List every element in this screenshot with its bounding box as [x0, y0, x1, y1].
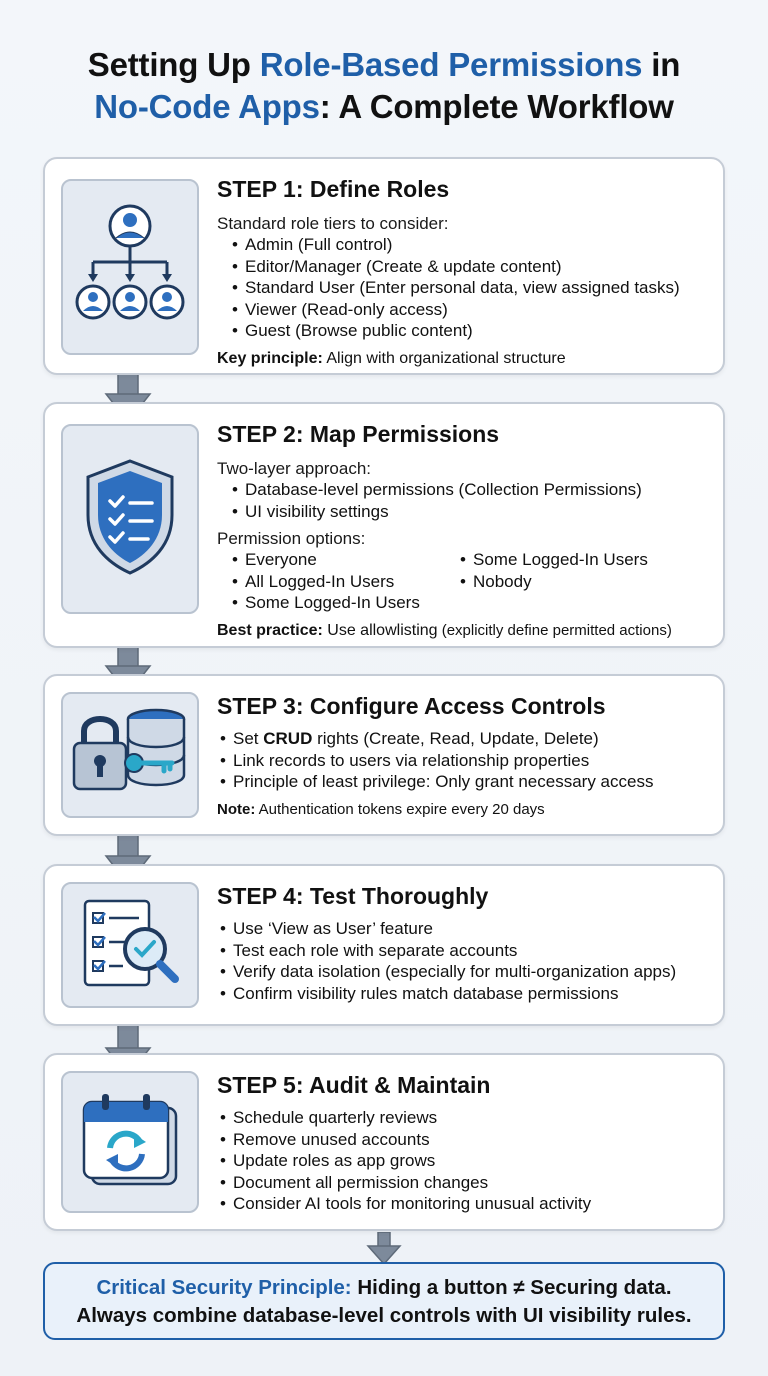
list-item: • Document all permission changes	[217, 1172, 709, 1194]
lock-database-key-icon	[68, 705, 192, 806]
list-item: • Viewer (Read-only access)	[229, 299, 709, 321]
list-item: • Standard User (Enter personal data, view assigned tasks)	[229, 277, 709, 299]
step-3-icon-panel	[61, 692, 199, 818]
list-item: • Use ‘View as User’ feature	[217, 918, 709, 940]
list-item: • Verify data isolation (especially for multi-organization apps)	[217, 961, 709, 983]
critical-label: Critical Security Principle:	[96, 1276, 352, 1299]
list-item: • Schedule quarterly reviews	[217, 1107, 709, 1129]
list-item: • Confirm visibility rules match database permissions	[217, 983, 709, 1005]
list-item: • Set CRUD rights (Create, Read, Update, Delete)	[217, 728, 709, 750]
access-control-list	[217, 728, 709, 793]
page-title: Setting Up Role-Based Permissions in No-Code Apps: A Complete Workflow	[87, 46, 681, 125]
list-item: • Principle of least privilege: Only grant necessary access	[217, 771, 709, 793]
list-item: • Guest (Browse public content)	[229, 320, 709, 342]
step-1-icon-panel	[61, 179, 199, 355]
step-3-title: STEP 3: Configure Access Controls	[217, 693, 606, 719]
checklist-magnifier-icon	[75, 895, 185, 996]
calendar-refresh-icon	[80, 1092, 180, 1193]
step-1-intro: Standard role tiers to consider:	[217, 214, 449, 233]
critical-security-callout: Critical Security Principle: Hiding a button ≠ Securing data. Always combine database-level controls with UI visibility rules.	[43, 1262, 725, 1340]
step-2-card	[43, 402, 725, 648]
step-1-card	[43, 157, 725, 375]
audit-list	[217, 1107, 709, 1215]
list-item: • Test each role with separate accounts	[217, 940, 709, 962]
list-item: • Update roles as app grows	[217, 1150, 709, 1172]
step-5-icon-panel	[61, 1071, 199, 1213]
step-2-title: STEP 2: Map Permissions	[217, 421, 500, 447]
list-item: • Link records to users via relationship properties	[217, 750, 709, 772]
list-item: • Nobody	[457, 571, 648, 593]
list-item: • Some Logged-In Users	[229, 592, 457, 614]
list-item: • Everyone	[229, 549, 457, 571]
token-note: Note: Authentication tokens expire every 20 days	[217, 800, 545, 818]
step-4-title: STEP 4: Test Thoroughly	[217, 883, 489, 909]
step-2-icon-panel	[61, 424, 199, 614]
step-3-card	[43, 674, 725, 836]
shield-checklist-icon	[82, 457, 178, 582]
step-4-card	[43, 864, 725, 1026]
critical-text-line-2: Always combine database-level controls with UI visibility rules.	[76, 1304, 692, 1327]
permission-options-label: Permission options:	[217, 529, 366, 548]
step-2-intro: Two-layer approach:	[217, 459, 372, 478]
step-1-title: STEP 1: Define Roles	[217, 176, 450, 202]
permission-options-col-2	[457, 549, 648, 614]
testing-list	[217, 918, 709, 1004]
org-chart-users-icon	[71, 200, 189, 335]
step-5-title: STEP 5: Audit & Maintain	[217, 1072, 491, 1098]
role-tier-list	[217, 234, 709, 342]
list-item: • Database-level permissions (Collection Permissions)	[229, 479, 709, 501]
permission-options-col-1	[217, 549, 457, 614]
list-item: • Some Logged-In Users	[457, 549, 648, 571]
list-item: • All Logged-In Users	[229, 571, 457, 593]
flow-arrow-5	[364, 1232, 404, 1266]
list-item: • Consider AI tools for monitoring unusual activity	[217, 1193, 709, 1215]
key-principle: Key principle: Align with organizational structure	[217, 349, 566, 367]
list-item: • UI visibility settings	[229, 501, 709, 523]
step-5-card	[43, 1053, 725, 1231]
list-item: • Admin (Full control)	[229, 234, 709, 256]
best-practice: Best practice: Use allowlisting (explicitly define permitted actions)	[217, 621, 672, 639]
list-item: • Remove unused accounts	[217, 1129, 709, 1151]
list-item: • Editor/Manager (Create & update content)	[229, 256, 709, 278]
layer-list	[217, 479, 709, 522]
step-4-icon-panel	[61, 882, 199, 1008]
